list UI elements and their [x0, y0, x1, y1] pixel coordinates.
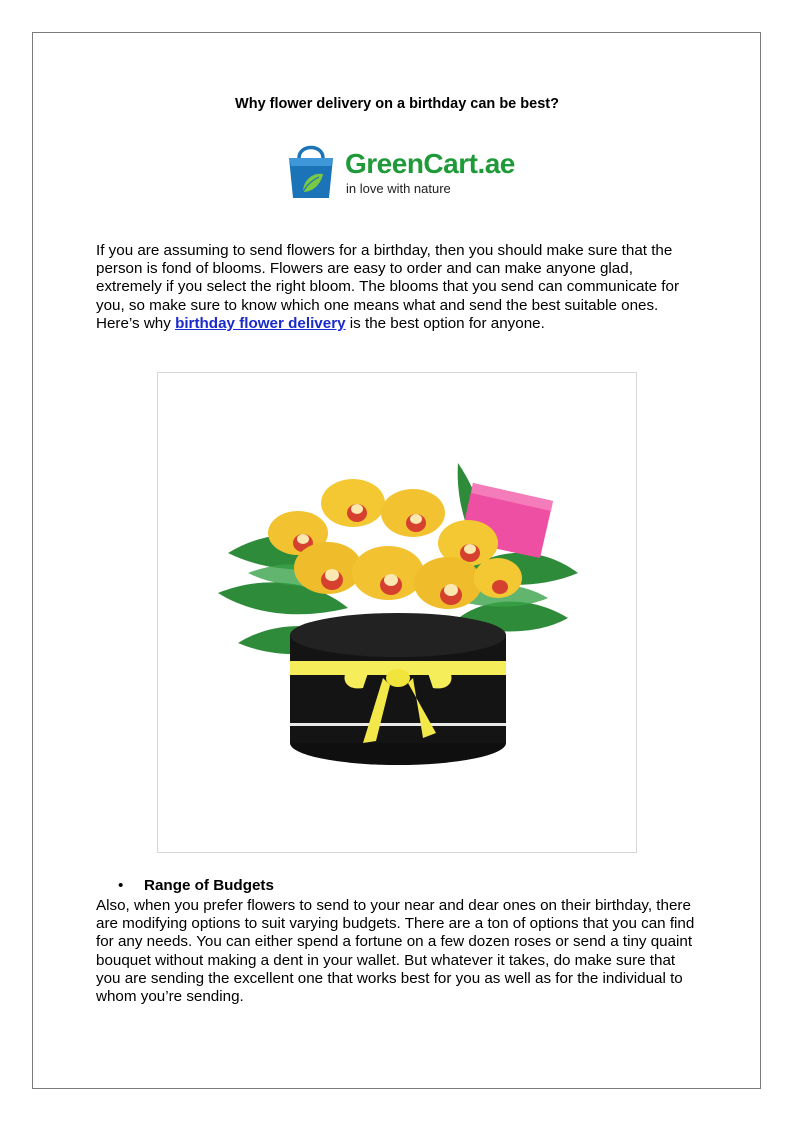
range-of-budgets-bullet — [118, 877, 274, 894]
logo-tagline: in love with nature — [346, 181, 451, 196]
flower-box-photo — [157, 372, 637, 853]
flower-arrangement-illustration — [158, 373, 636, 852]
shopping-bag-icon — [283, 140, 339, 200]
intro-paragraph — [96, 242, 696, 333]
document-title: Why flower delivery on a birthday can be best? — [235, 96, 559, 112]
birthday-flower-delivery-link[interactable]: birthday flower delivery — [175, 314, 346, 332]
intro-text-before-link: If you are assuming to send flowers for a birthday, then you should make sure that the person is fond of blooms. Flowers are easy to order and can make anyone glad, extremely if you select the right bloom. The blooms that you send can communicate for you, so make sure to know which one means what and send the best suitable ones. Here’s why — [96, 242, 680, 332]
bullet-marker: • — [118, 877, 124, 894]
logo-brand-text: GreenCart.ae — [345, 148, 515, 179]
intro-text-after-link: is the best option for anyone. — [345, 314, 545, 332]
greencart-logo — [283, 140, 523, 200]
section-heading: Range of Budgets — [144, 877, 274, 894]
section-body-paragraph: Also, when you prefer flowers to send to your near and dear ones on their birthday, there are modifying options to suit varying budgets. There are a ton of options that you can find for any needs. You can either spend a fortune on a few dozen roses or send a tiny quaint bouquet without making a dent in your wallet. But whatever it takes, do make sure that you are sending the excellent one that works best for you as well as for the individual to whom you’re sending. — [96, 897, 695, 1006]
